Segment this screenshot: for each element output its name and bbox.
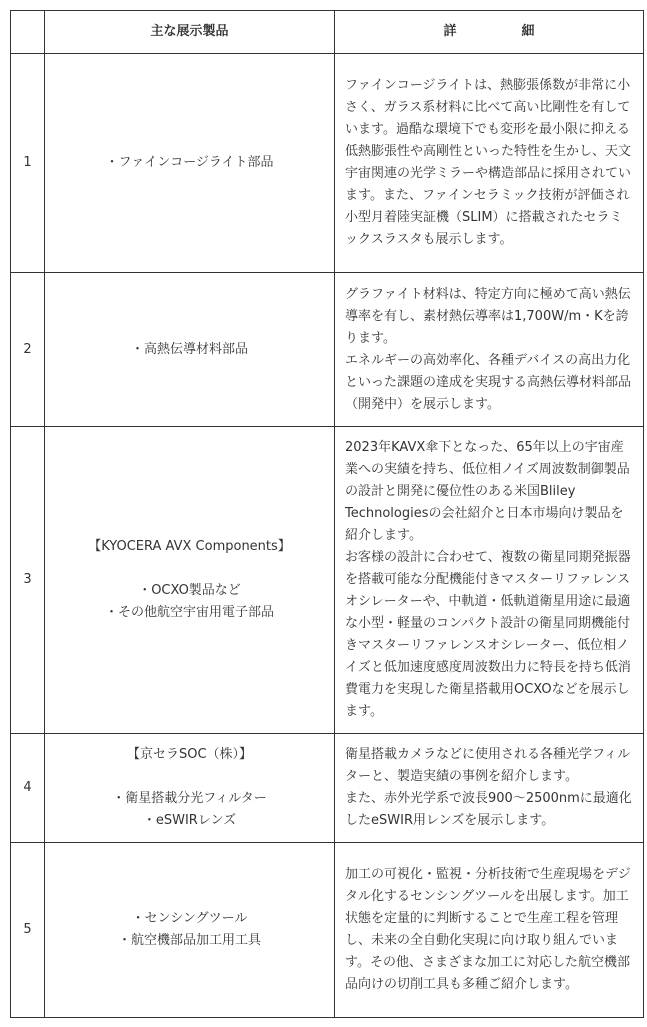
- product-line: ・航空機部品加工用工具: [117, 933, 261, 948]
- product-line: ・衛星搭載分光フィルター: [112, 791, 267, 806]
- product-company: 【京セラSOC（株）】: [126, 747, 253, 762]
- row-product: [45, 427, 335, 734]
- detail-paragraph: エネルギーの高効率化、各種デバイスの高出力化といった課題の達成を実現する高熱伝導材料部品（開発中）を展示します。: [345, 352, 632, 412]
- header-number: [11, 11, 45, 54]
- row-number: 1: [11, 54, 45, 273]
- product-line: ・ファインコージライト部品: [105, 155, 274, 170]
- row-detail: [335, 54, 644, 273]
- exhibit-products-table: [10, 10, 644, 1018]
- detail-paragraph: ファインコージライトは、熱膨張係数が非常に小さく、ガラス系材料に比べて高い比剛性を有しています。過酷な環境下でも変形を最小限に抑える低熱膨張性や高剛性といった特性を生かし、天文宇宙関連の光学ミラーや構造部品に採用されています。また、ファインセラミック技術が評価され小型月着陸実証機（SLIM）に搭載されたセラミックスラスタも展示します。: [345, 78, 632, 247]
- row-detail: [335, 843, 644, 1018]
- row-product: [45, 734, 335, 843]
- detail-paragraph: 加工の可視化・監視・分析技術で生産現場をデジタル化するセンシングツールを出展します。加工状態を定量的に判断することで生産工程を管理し、未来の全自動化実現に向け取り組んでいます。その他、さまざまな加工に対応した航空機部品向けの切削工具も多種ご紹介します。: [345, 867, 631, 992]
- product-line: ・その他航空宇宙用電子部品: [104, 605, 274, 620]
- product-line: ・eSWIRレンズ: [142, 813, 237, 828]
- row-product: [45, 843, 335, 1018]
- table-header-row: [11, 11, 644, 54]
- product-line: ・センシングツール: [131, 911, 248, 926]
- detail-paragraph: お客様の設計に合わせて、複数の衛星同期発振器を搭載可能な分配機能付きマスターリファレンスオシレーターや、中軌道・低軌道衛星用途に最適な小型・軽量のコンパクト設計の衛星同期機能付きマスターリファレンスオシレーター、低位相ノイズと低加速度感度周波数出力に特長を持ち低消費電力を実現した衛星搭載用OCXOなどを展示します。: [345, 550, 631, 719]
- detail-paragraph: また、赤外光学系で波長900〜2500nmに最適化したeSWIR用レンズを展示します。: [345, 791, 632, 828]
- header-product: 主な展示製品: [45, 11, 335, 54]
- row-number: 3: [11, 427, 45, 734]
- detail-paragraph: 衛星搭載カメラなどに使用される各種光学フィルターと、製造実績の事例を紹介します。: [345, 747, 630, 784]
- product-line: ・高熱伝導材料部品: [130, 341, 248, 357]
- spacer: [46, 766, 333, 788]
- detail-paragraph: 2023年KAVX傘下となった、65年以上の宇宙産業への実績を持ち、低位相ノイズ周波数制御製品の設計と開発に優位性のある米国Bliley Technologiesの会社紹介と日本市場向け製品を紹介します。: [345, 440, 630, 543]
- row-detail: [335, 427, 644, 734]
- table-row: [11, 54, 644, 273]
- row-number: 2: [11, 273, 45, 427]
- table-row: [11, 427, 644, 734]
- row-detail: [335, 273, 644, 427]
- row-detail: [335, 734, 644, 843]
- product-company: 【KYOCERA AVX Components】: [88, 539, 291, 554]
- table-row: [11, 273, 644, 427]
- product-line: ・OCXO製品など: [138, 583, 241, 598]
- row-product: [45, 54, 335, 273]
- detail-paragraph: グラファイト材料は、特定方向に極めて高い熱伝導率を有し、素材熱伝導率は1,700W/m・Kを誇ります。: [345, 286, 631, 346]
- row-number: 4: [11, 734, 45, 843]
- row-product: [45, 273, 335, 427]
- table-row: [11, 734, 644, 843]
- spacer: [46, 558, 333, 580]
- header-detail: 詳 細: [335, 11, 644, 54]
- table-row: [11, 843, 644, 1018]
- row-number: 5: [11, 843, 45, 1018]
